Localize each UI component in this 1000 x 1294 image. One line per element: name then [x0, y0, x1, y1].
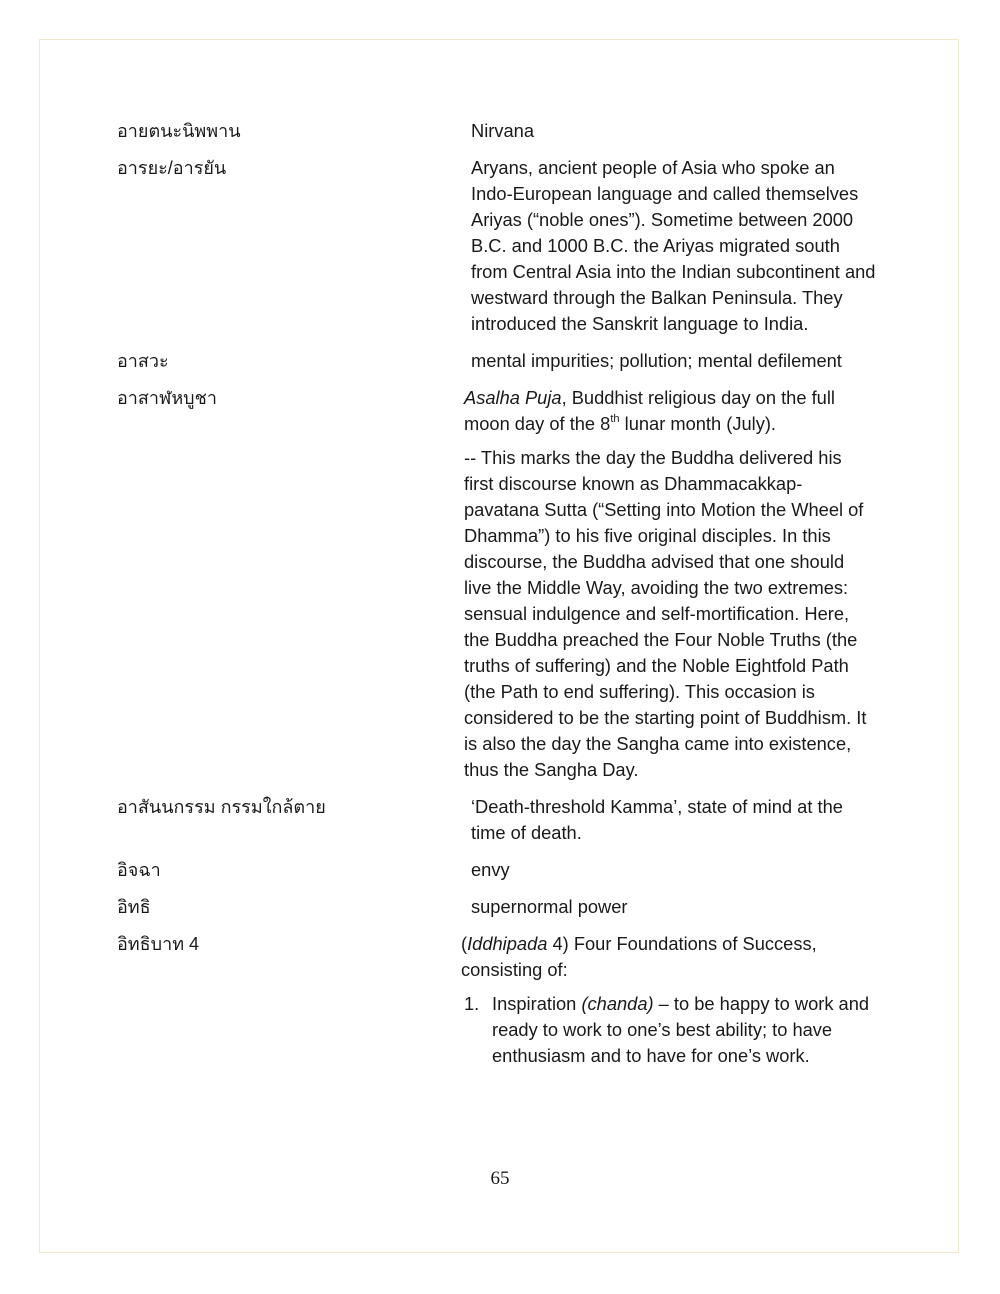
definition-italic: Iddhipada [467, 933, 548, 954]
definition-italic: Asalha Puja [464, 387, 562, 408]
list-item-number: 1. [464, 993, 480, 1014]
entry-note: -- This marks the day the Buddha delivered his first discourse known as Dhammacakkap-pavatana Sutta (“Setting into Motion the Wheel of Dhamma”) to his five original disciples. In this discourse, the Buddha advised that one should live the Middle Way, avoiding the two extremes: sensual indulgence and self-mortification. Here, the Buddha preached the Four Noble Truths (the truths of suffering) and the Noble Eightfold Path (the Path to end suffering). This occasion is considered to be the starting point of Buddhism. It is also the day the Sangha came into existence, thus the Sangha Day. [464, 447, 867, 780]
glossary-entry [117, 118, 897, 144]
glossary-entry [117, 857, 897, 883]
glossary-entries [117, 118, 897, 1069]
glossary-entry [117, 931, 897, 1069]
glossary-entry [117, 794, 897, 846]
entry-term: อาสาฬหบูชา [117, 388, 217, 408]
glossary-entry [117, 155, 897, 337]
definition-text: ( [461, 933, 468, 954]
entry-definition: ‘Death-threshold Kamma’, state of mind at the time of death. [471, 796, 843, 843]
definition-text: , Buddhist religious day on the full moon day of the 8 [464, 387, 835, 434]
entry-term: อิทธิบาท 4 [117, 934, 200, 954]
list-item-italic: (chanda) [581, 993, 654, 1014]
ordinal-suffix: th [610, 412, 620, 425]
entry-definitions [471, 894, 897, 920]
entry-definitions [471, 857, 897, 883]
entry-definition: envy [471, 859, 510, 880]
definition-text: 4) Four Foundations of Success, consisting of: [461, 933, 817, 980]
entry-term: อิจฉา [117, 860, 161, 880]
entry-definitions [471, 348, 897, 374]
entry-definitions [471, 155, 881, 337]
entry-term: อิทธิ [117, 897, 151, 917]
definition-text: lunar month (July). [619, 413, 777, 434]
page-number: 65 [490, 1168, 510, 1189]
list-item-text: – to be happy to work and ready to work to one’s best ability; to have enthusiasm and to have for one’s work. [492, 993, 870, 1066]
entry-definition [461, 931, 889, 983]
entry-term: อาสันนกรรม กรรมใกล้ตาย [117, 797, 326, 817]
entry-definitions [471, 118, 897, 144]
list-item-text: Inspiration [492, 993, 582, 1014]
entry-definitions [461, 931, 889, 1069]
entry-term: อาสวะ [117, 351, 169, 371]
glossary-entry [117, 385, 897, 783]
entry-definition: supernormal power [471, 896, 628, 917]
glossary-entry [117, 894, 897, 920]
entry-term: อารยะ/อารยัน [117, 158, 227, 178]
entry-definition: Aryans, ancient people of Asia who spoke an Indo-European language and called themselves Ariyas (“noble ones”). Sometime between 2000 B.C. and 1000 B.C. the Ariyas migrated south from Central Asia into the Indian subcontinent and westward through the Balkan Peninsula. They introduced the Sanskrit language to India. [471, 157, 876, 334]
list-item [464, 991, 889, 1069]
glossary-entry [117, 348, 897, 374]
entry-definition [464, 385, 876, 437]
entry-definitions [464, 385, 876, 783]
entry-definition: Nirvana [471, 120, 534, 141]
entry-definition: mental impurities; pollution; mental defilement [471, 350, 842, 371]
entry-definitions [471, 794, 881, 846]
entry-term: อายตนะนิพพาน [117, 121, 241, 141]
